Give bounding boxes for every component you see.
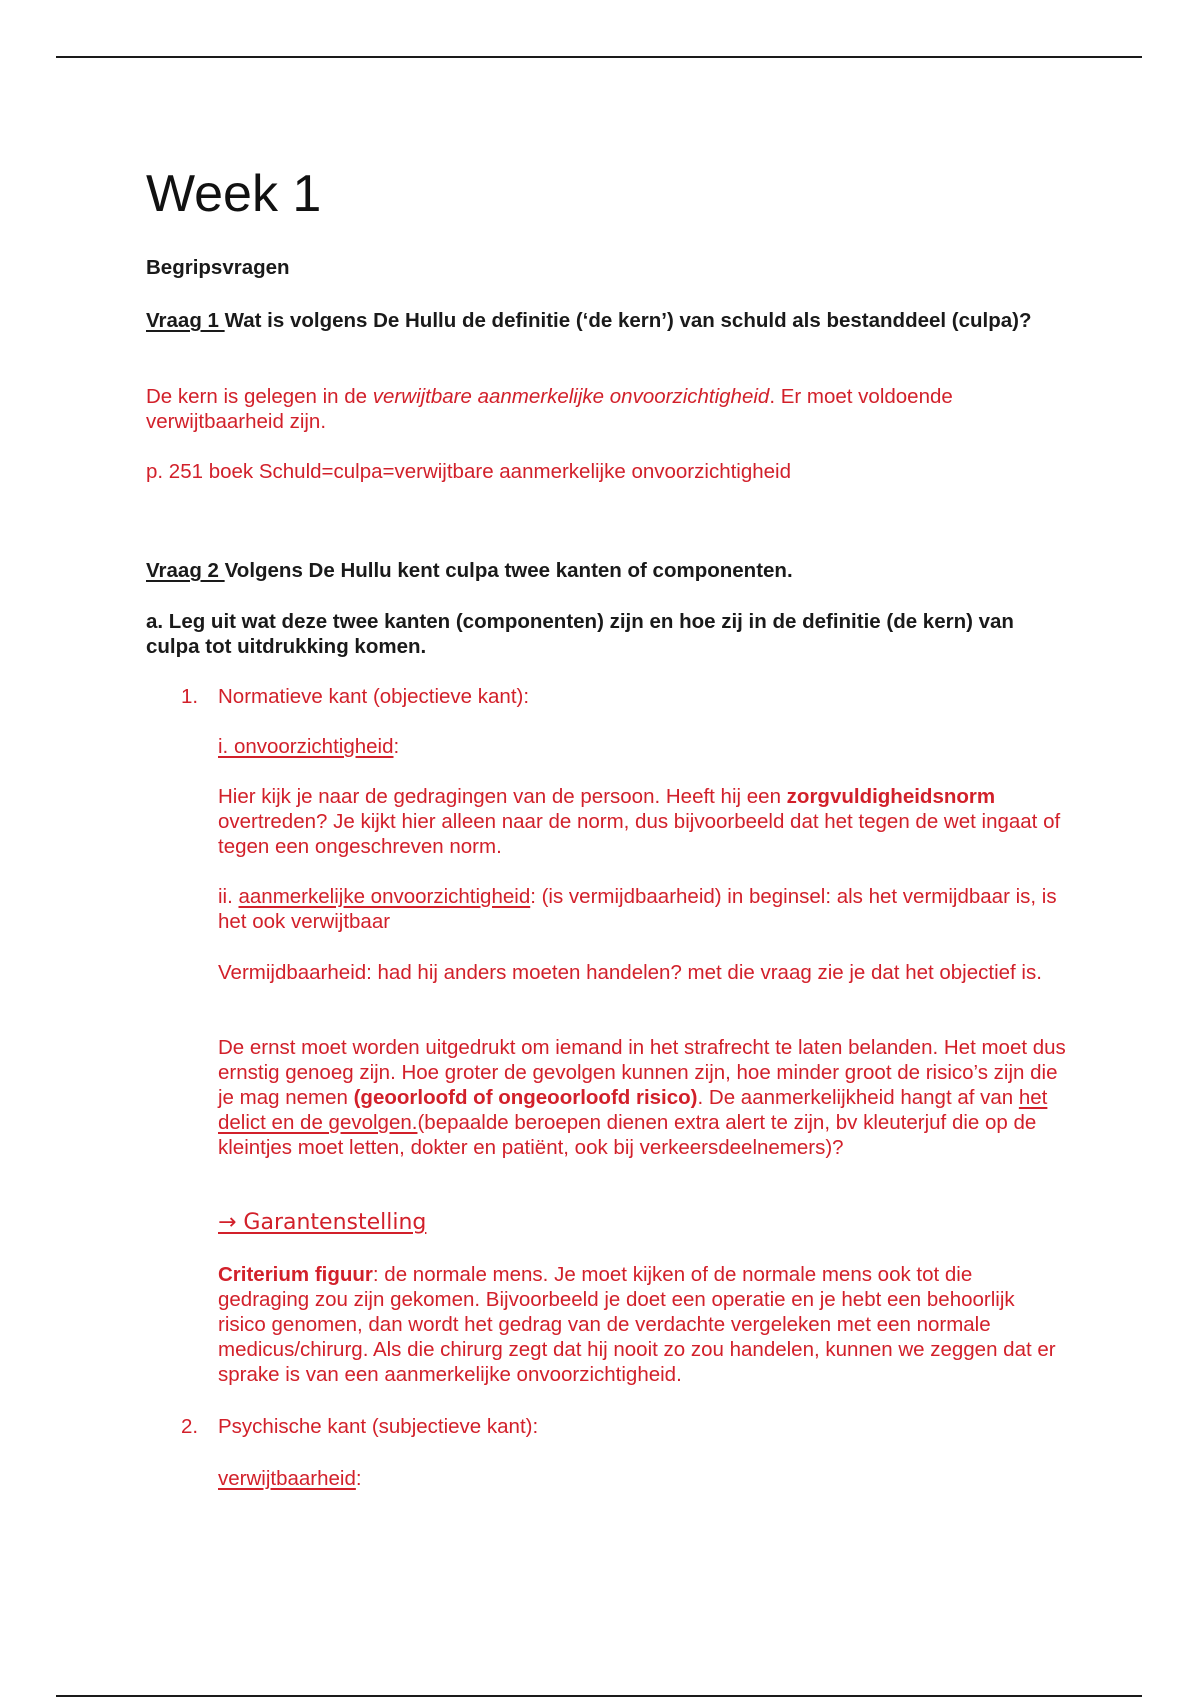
question-2: [146, 558, 1066, 583]
top-rule: [56, 56, 1142, 58]
list-number-2: 2.: [181, 1415, 199, 1438]
paragraph-hier-part-2: overtreden? Je kijkt hier alleen naar de norm, dus bijvoorbeeld dat het tegen de wet ingaat of tegen een ongeschreven norm.: [218, 810, 1061, 858]
paragraph-ernst-underlined: het delict en de gevolgen.: [218, 1086, 1048, 1134]
sub-i-label: i. onvoorzichtigheid: [218, 735, 394, 758]
paragraph-ernst-part-2: . De aanmerkelijkheid hangt af van: [697, 1086, 1019, 1109]
item-2-title: Psychische kant (subjectieve kant):: [218, 1415, 539, 1438]
answer-1: [146, 384, 1066, 434]
question-1-label: Vraag 1: [146, 309, 225, 332]
criterium-rest: : de normale mens. Je moet kijken of de normale mens ook tot die gedraging zou zijn gekomen. Bijvoorbeeld je doet een operatie en je hebt een behoorlijk risico genomen, dan wordt het gedrag van de verdachte vergeleken met een normale medicus/chirurg. Als die chirurg zegt dat hij nooit zo zou handelen, kunnen we zeggen dat er sprake is van een aanmerkelijke onvoorzichtigheid.: [218, 1263, 1056, 1386]
page-title: Week 1: [146, 165, 322, 223]
sub-ii-label: aanmerkelijke onvoorzichtigheid: [238, 885, 531, 908]
question-2a: a. Leg uit wat deze twee kanten (componenten) zijn en hoe zij in de definitie (de kern) van culpa tot uitdrukking komen.: [146, 610, 1014, 658]
question-2-text: Volgens De Hullu kent culpa twee kanten of componenten.: [224, 559, 793, 582]
verwijtbaarheid-heading: [218, 1466, 1066, 1491]
list-number-1: 1.: [181, 685, 199, 708]
answer-1-italic: verwijtbare aanmerkelijke onvoorzichtigheid: [372, 385, 770, 408]
answer-1-prefix: De kern is gelegen in de: [146, 385, 373, 408]
paragraph-ernst-part-3: (bepaalde beroepen dienen extra alert te zijn, bv kleuterjuf die op de kleintjes moet letten, dokter en patiënt, ook bij verkeersdeelnemers)?: [218, 1111, 1037, 1159]
paragraph-hier-part-1: Hier kijk je naar de gedragingen van de persoon. Heeft hij een: [218, 785, 787, 808]
sub-ii-heading: [218, 884, 1066, 934]
paragraph-hier-bold: zorgvuldigheidsnorm: [786, 785, 996, 808]
question-1-text: Wat is volgens De Hullu de definitie (‘de kern’) van schuld als bestanddeel (culpa)?: [224, 309, 1032, 332]
paragraph-hier: [218, 784, 1066, 859]
paragraph-vermijdbaarheid: Vermijdbaarheid: had hij anders moeten handelen? met die vraag zie je dat het objectief is.: [218, 961, 1042, 984]
paragraph-ernst-bold: (geoorloofd of ongeoorloofd risico): [353, 1086, 698, 1109]
criterium-bold: Criterium figuur: [218, 1263, 373, 1286]
paragraph-criterium: [218, 1262, 1066, 1387]
paragraph-ernst: [218, 1035, 1066, 1160]
sub-i-heading: [218, 734, 1066, 759]
paragraph-ernst-part-1: De ernst moet worden uitgedrukt om iemand in het strafrecht te laten belanden. Het moet dus ernstig genoeg zijn. Hoe groter de gevolgen kunnen zijn, hoe minder groot de risico’s zijn die je mag nemen: [218, 1036, 1066, 1109]
garantenstelling-heading: → Garantenstelling: [218, 1210, 427, 1235]
item-1-title: Normatieve kant (objectieve kant):: [218, 685, 530, 708]
section-heading: Begripsvragen: [146, 256, 290, 279]
verwijtbaarheid-colon: :: [355, 1467, 362, 1490]
question-1: [146, 308, 1066, 333]
answer-1-suffix: . Er moet voldoende verwijtbaarheid zijn.: [146, 385, 953, 433]
verwijtbaarheid-label: verwijtbaarheid: [218, 1467, 356, 1490]
sub-ii-prefix: ii.: [218, 885, 239, 908]
sub-ii-rest: : (is vermijdbaarheid) in beginsel: als het vermijdbaar is, is het ook verwijtbaar: [218, 885, 1057, 933]
book-reference: p. 251 boek Schuld=culpa=verwijtbare aanmerkelijke onvoorzichtigheid: [146, 460, 791, 483]
bottom-rule: [56, 1695, 1142, 1697]
question-2-label: Vraag 2: [146, 559, 225, 582]
sub-i-colon: :: [393, 735, 400, 758]
